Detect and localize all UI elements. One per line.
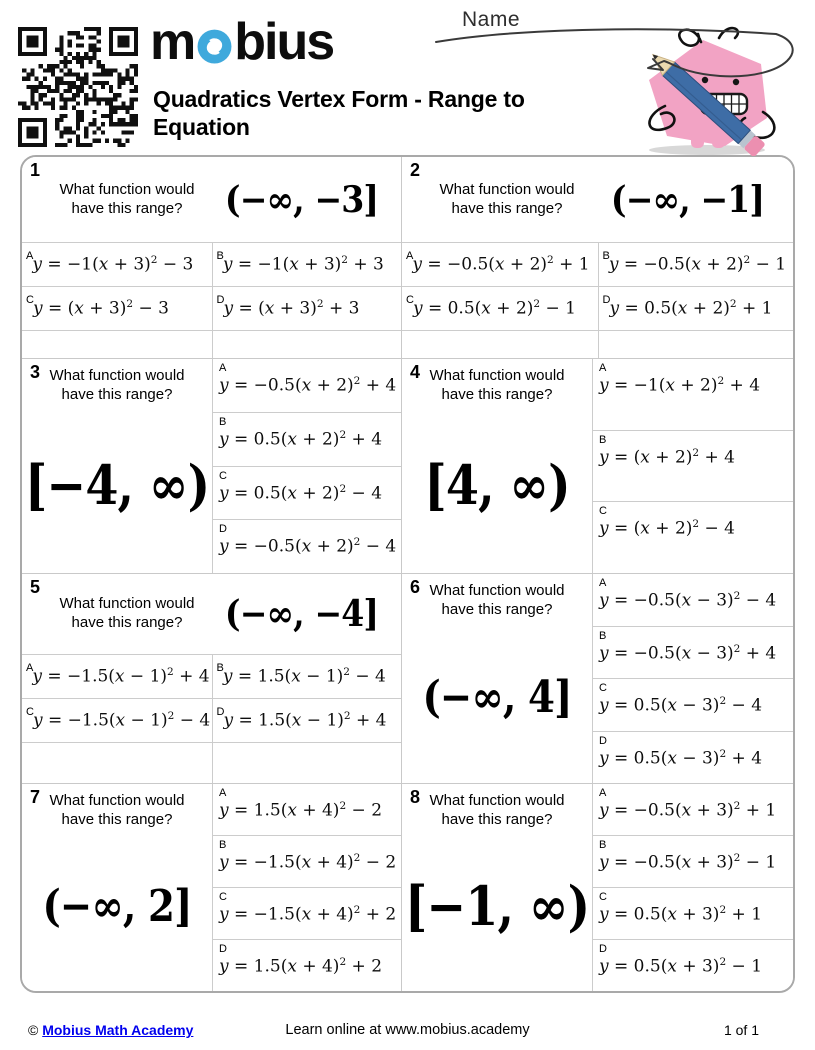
choice-equation: $y = -0.5(x + 3)^2 - 1$: [599, 852, 777, 873]
choice-equation: $y = 0.5(x + 2)^2 + 1$: [609, 298, 773, 319]
choice-label: A: [599, 577, 607, 589]
worksheet-title: Quadratics Vertex Form - Range to Equation: [153, 86, 525, 140]
choice-label: D: [602, 293, 611, 306]
work-space-divider: [402, 331, 599, 358]
problem-5: [22, 573, 402, 783]
mobius-swirl-icon: [196, 27, 233, 64]
problem-1: [22, 157, 402, 358]
work-space: [22, 330, 401, 358]
choice-d-cell: [212, 698, 402, 742]
question-text: What function would have this range?: [49, 792, 185, 828]
problem-number: 6: [410, 577, 421, 597]
problem-number: 3: [30, 362, 41, 382]
choice-equation: $y = 0.5(x + 3)^2 - 1$: [599, 956, 763, 977]
problem-7: [22, 783, 402, 991]
choice-d-cell: [213, 519, 401, 573]
choice-label: A: [26, 249, 34, 262]
choice-label: D: [219, 943, 227, 955]
choice-label: A: [406, 249, 414, 262]
choice-a-cell: [22, 242, 212, 286]
choice-label: B: [216, 249, 224, 262]
question-text: What function would have this range?: [439, 180, 575, 217]
problem-8: [402, 783, 793, 991]
choice-c-cell: [22, 698, 212, 742]
choice-label: C: [26, 705, 34, 718]
problem-3: [22, 358, 402, 573]
choice-c-cell: [593, 678, 793, 731]
choice-equation: $y = -1.5(x + 4)^2 - 2$: [219, 852, 397, 873]
page-number: 1 of 1: [723, 1022, 759, 1038]
choice-equation: $y = (x + 2)^2 + 4$: [599, 446, 735, 468]
choice-label: D: [219, 523, 227, 536]
choice-label: D: [599, 734, 607, 747]
choice-label: C: [219, 891, 227, 903]
qr-code-image: [18, 27, 138, 147]
choice-c-cell: [593, 887, 793, 939]
choice-label: C: [599, 682, 607, 694]
work-space-divider: [22, 331, 213, 358]
choice-d-cell: [213, 939, 401, 991]
choice-equation: $y = -0.5(x + 2)^2 + 1$: [412, 254, 590, 275]
range-display: (−∞, −3]: [224, 178, 379, 221]
problem-number: 5: [30, 577, 41, 597]
range-display: (−∞, 2]: [42, 880, 192, 932]
choice-label: D: [216, 705, 225, 718]
choice-c-cell: [593, 501, 793, 573]
worksheet-grid: [20, 155, 795, 993]
choice-equation: $y = 0.5(x - 3)^2 + 4$: [599, 747, 763, 769]
logo-text-bius: bius: [234, 13, 334, 71]
choice-equation: $y = -0.5(x - 3)^2 - 4$: [599, 590, 777, 611]
choice-c-cell: [22, 286, 212, 330]
choice-a-cell: [593, 359, 793, 430]
range-display: (−∞, −4]: [224, 593, 379, 635]
problem-number: 7: [30, 787, 41, 807]
choice-c-cell: [402, 286, 598, 330]
choice-label: B: [599, 839, 607, 851]
choice-label: B: [219, 839, 227, 851]
choice-equation: $y = 0.5(x + 2)^2 - 1$: [412, 298, 576, 319]
logo-text-m: m: [150, 13, 195, 71]
choice-a-cell: [213, 784, 401, 835]
choice-label: A: [219, 362, 227, 374]
choice-label: C: [219, 469, 227, 482]
choice-b-cell: [213, 835, 401, 887]
choice-b-cell: [593, 430, 793, 502]
choice-label: A: [26, 661, 34, 674]
choice-equation: $y = -1(x + 3)^2 - 3$: [32, 254, 194, 275]
choice-a-cell: [593, 574, 793, 626]
choice-equation: $y = -1(x + 2)^2 + 4$: [599, 375, 761, 396]
question-text: What function would have this range?: [429, 367, 565, 403]
choice-a-cell: [593, 784, 793, 835]
choice-b-cell: [593, 626, 793, 679]
choice-d-cell: [212, 286, 402, 330]
choice-equation: $y = 0.5(x + 3)^2 + 1$: [599, 904, 763, 925]
choice-equation: $y = -1(x + 3)^2 + 3$: [222, 254, 384, 275]
question-text: What function would have this range?: [49, 367, 185, 403]
choice-equation: $y = 1.5(x + 4)^2 - 2$: [219, 800, 383, 821]
question-text: What function would have this range?: [429, 792, 565, 828]
choice-equation: $y = (x + 2)^2 - 4$: [599, 518, 735, 539]
range-display: [−4, ∞): [24, 452, 210, 517]
choice-label: A: [219, 787, 227, 799]
choice-d-cell: [598, 286, 794, 330]
range-display: [4, ∞): [424, 452, 570, 517]
choice-a-cell: [213, 359, 401, 412]
choice-d-cell: [593, 731, 793, 784]
choice-a-cell: [22, 654, 212, 698]
choice-label: D: [599, 943, 607, 955]
choice-a-cell: [402, 242, 598, 286]
choice-equation: $y = -1.5(x + 4)^2 + 2$: [219, 904, 397, 925]
choice-label: B: [599, 433, 607, 446]
qr-code: [18, 27, 138, 147]
range-display: [−1, ∞): [404, 874, 590, 939]
range-display: (−∞, 4]: [422, 671, 572, 723]
choice-label: C: [406, 293, 414, 306]
copyright-symbol: ©: [28, 1022, 39, 1038]
work-space: [402, 330, 793, 358]
problem-number: 4: [410, 362, 421, 382]
problem-6: [402, 573, 793, 783]
pink-pencil-mascot: [615, 20, 795, 156]
choice-equation: $y = 1.5(x + 4)^2 + 2$: [219, 956, 383, 977]
choice-equation: $y = -0.5(x + 2)^2 - 1$: [608, 254, 787, 275]
choice-b-cell: [598, 242, 794, 286]
choice-label: B: [216, 661, 224, 674]
footer-learn-online: Learn online at www.mobius.academy: [285, 1022, 530, 1038]
choice-b-cell: [212, 654, 402, 698]
problem-4: [402, 358, 793, 573]
work-space-divider: [22, 743, 213, 783]
choice-c-cell: [213, 466, 401, 520]
problem-2: [402, 157, 793, 358]
mobius-logo: [150, 13, 334, 71]
choice-b-cell: [593, 835, 793, 887]
work-space: [22, 742, 401, 783]
choice-equation: $y = -0.5(x - 3)^2 + 4$: [599, 642, 777, 664]
choice-label: C: [599, 891, 607, 903]
question-text: What function would have this range?: [429, 582, 565, 618]
choice-label: C: [26, 293, 34, 306]
choice-label: B: [602, 249, 610, 262]
choice-c-cell: [213, 887, 401, 939]
choice-label: C: [599, 505, 607, 518]
problem-number: 8: [410, 787, 421, 807]
choice-label: B: [219, 415, 227, 428]
question-text: What function would have this range?: [59, 180, 195, 217]
choice-equation: $y = 1.5(x - 1)^2 - 4$: [222, 666, 386, 687]
choice-b-cell: [213, 412, 401, 466]
choice-b-cell: [212, 242, 402, 286]
name-label: Name: [462, 8, 521, 31]
choice-equation: $y = 0.5(x + 2)^2 + 4$: [219, 428, 383, 450]
problem-number: 1: [30, 160, 41, 180]
choice-label: D: [216, 293, 225, 306]
choice-equation: $y = -1.5(x - 1)^2 + 4$: [32, 666, 210, 687]
choice-equation: $y = -0.5(x + 2)^2 - 4$: [219, 536, 397, 557]
choice-label: B: [599, 629, 607, 642]
choice-label: A: [599, 787, 607, 799]
mobius-academy-link[interactable]: Mobius Math Academy: [42, 1022, 194, 1038]
choice-d-cell: [593, 939, 793, 991]
choice-equation: $y = (x + 3)^2 - 3$: [32, 298, 169, 319]
choice-equation: $y = -0.5(x + 2)^2 + 4$: [219, 375, 397, 396]
question-text: What function would have this range?: [59, 595, 195, 631]
choice-label: A: [599, 362, 607, 374]
choice-equation: $y = -0.5(x + 3)^2 + 1$: [599, 800, 777, 821]
range-display: (−∞, −1]: [610, 178, 765, 221]
choice-equation: $y = 1.5(x - 1)^2 + 4$: [223, 710, 387, 731]
choice-equation: $y = (x + 3)^2 + 3$: [223, 298, 360, 319]
choice-equation: $y = 0.5(x + 2)^2 - 4$: [219, 482, 383, 504]
choice-equation: $y = 0.5(x - 3)^2 - 4$: [599, 695, 763, 716]
choice-equation: $y = -1.5(x - 1)^2 - 4$: [32, 710, 211, 731]
problem-number: 2: [410, 160, 421, 180]
